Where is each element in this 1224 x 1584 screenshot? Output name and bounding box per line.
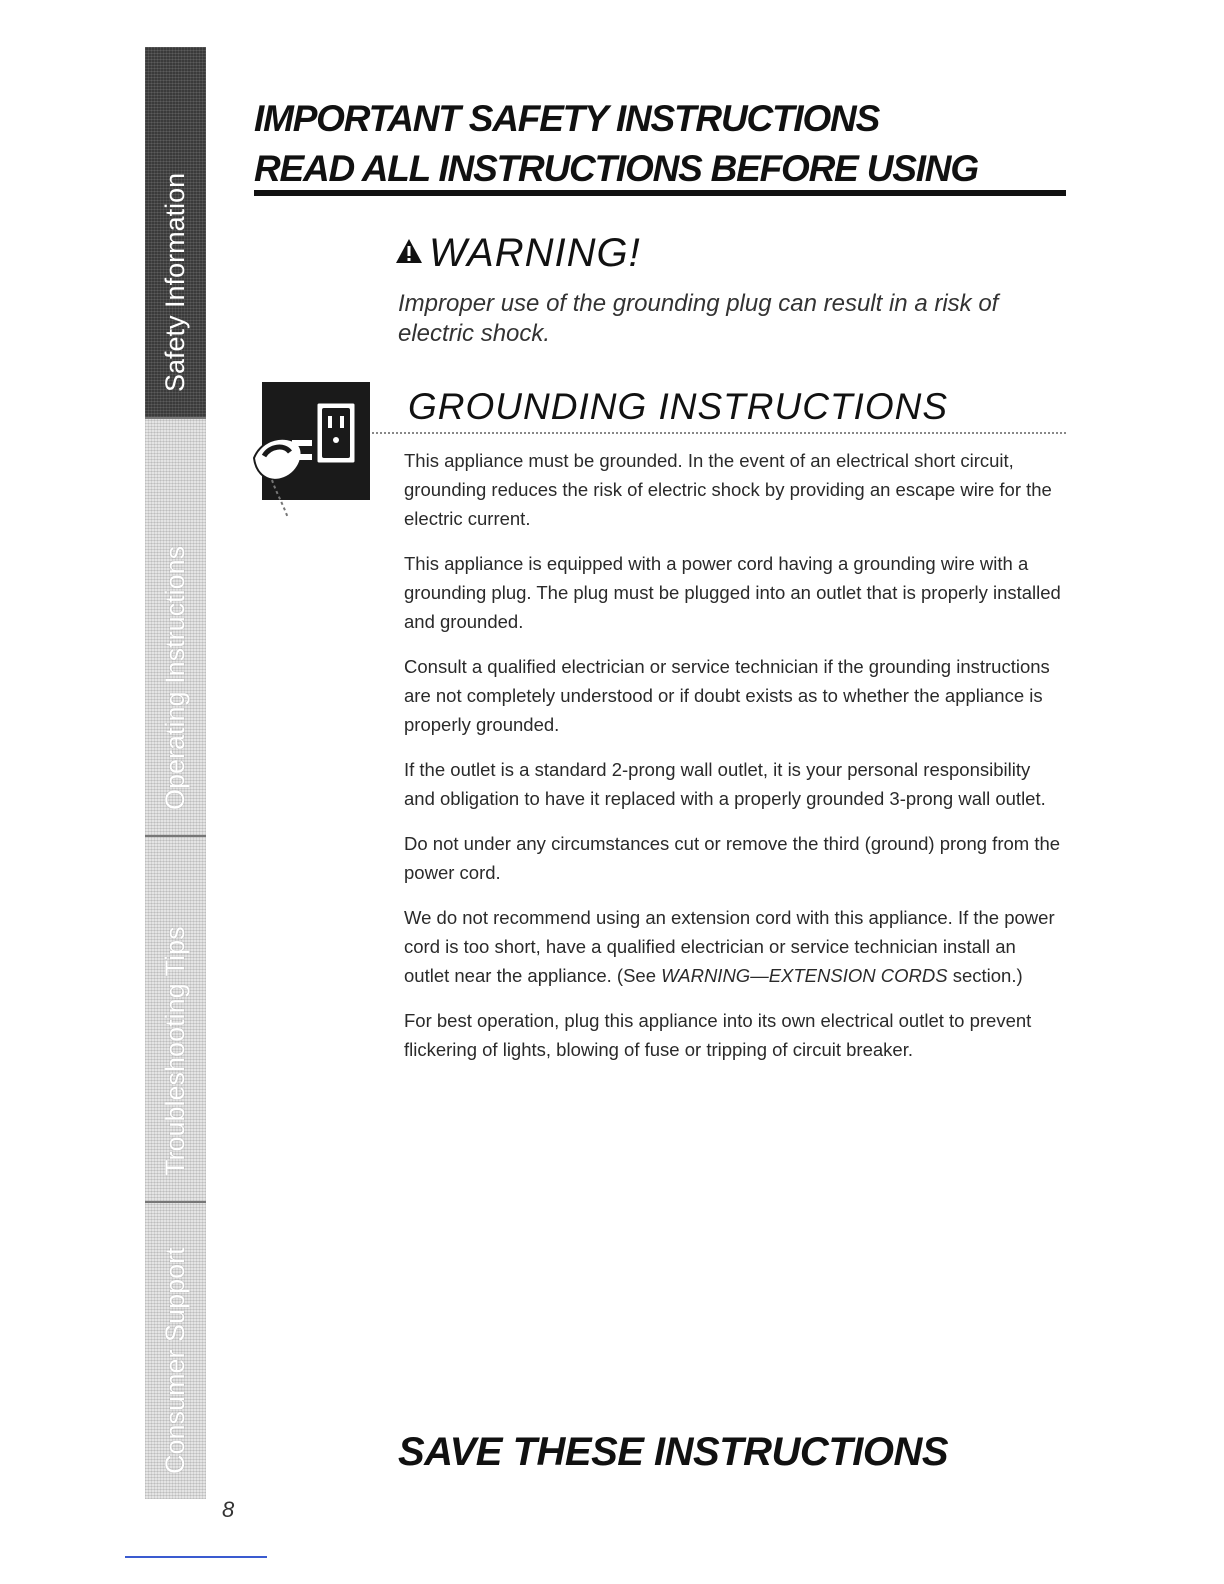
warning-heading-text: WARNING! xyxy=(429,231,641,275)
tab-troubleshooting-tips[interactable] xyxy=(145,837,206,1203)
paragraph-extension-cords xyxy=(404,903,1064,990)
warning-triangle-icon xyxy=(395,229,423,274)
header-divider xyxy=(254,190,1066,196)
grounding-heading: GROUNDING INSTRUCTIONS xyxy=(408,386,948,427)
grounded-plug-outlet-icon xyxy=(252,380,372,525)
tab-label: Operating Instructions xyxy=(160,545,190,810)
paragraph: For best operation, plug this appliance into its own electrical outlet to prevent flickering of lights, blowing of fuse or tripping of circuit breaker. xyxy=(404,1010,1032,1060)
tab-operating-instructions[interactable] xyxy=(145,419,206,837)
paragraph: Consult a qualified electrician or service technician if the grounding instructions are not completely understood or if doubt exists as to whether the appliance is properly grounded. xyxy=(404,656,1050,735)
page-title xyxy=(254,94,978,194)
link-underline xyxy=(125,1556,267,1558)
warning-text: Improper use of the grounding plug can result in a risk of electric shock. xyxy=(398,290,999,347)
grounding-divider xyxy=(372,432,1066,434)
warning-heading xyxy=(395,231,641,278)
tab-label: Troubleshooting Tips xyxy=(160,926,190,1176)
tab-safety-information[interactable] xyxy=(145,47,206,419)
paragraph: This appliance must be grounded. In the event of an electrical short circuit, grounding reduces the risk of electric shock by providing an escape wire for the electric current. xyxy=(404,450,1052,529)
paragraph-text: We do not recommend using an extension cord with this appliance. If the power cord is too short, have a qualified electrician or service technician install an outlet near the appliance. (See xyxy=(404,907,1055,986)
tab-label: Safety Information xyxy=(160,172,190,392)
paragraph: Do not under any circumstances cut or remove the third (ground) prong from the power cord. xyxy=(404,833,1061,883)
paragraph: This appliance is equipped with a power cord having a grounding wire with a grounding plug. The plug must be plugged into an outlet that is properly installed and grounded. xyxy=(404,553,1061,632)
title-line-1: IMPORTANT SAFETY INSTRUCTIONS xyxy=(254,98,880,139)
tab-consumer-support[interactable] xyxy=(145,1203,206,1499)
side-tab-bar xyxy=(145,47,206,1499)
paragraph: If the outlet is a standard 2-prong wall outlet, it is your personal responsibility and obligation to have it replaced with a properly grounded 3-prong wall outlet. xyxy=(404,759,1046,809)
save-instructions-heading: SAVE THESE INSTRUCTIONS xyxy=(398,1430,949,1474)
page-number: 8 xyxy=(222,1497,235,1522)
section-reference: WARNING—EXTENSION CORDS xyxy=(661,965,948,986)
paragraph-text: section.) xyxy=(947,965,1023,986)
title-line-2: READ ALL INSTRUCTIONS BEFORE USING xyxy=(254,148,978,189)
grounding-body xyxy=(404,446,1064,1080)
tab-label: Consumer Support xyxy=(160,1247,190,1474)
